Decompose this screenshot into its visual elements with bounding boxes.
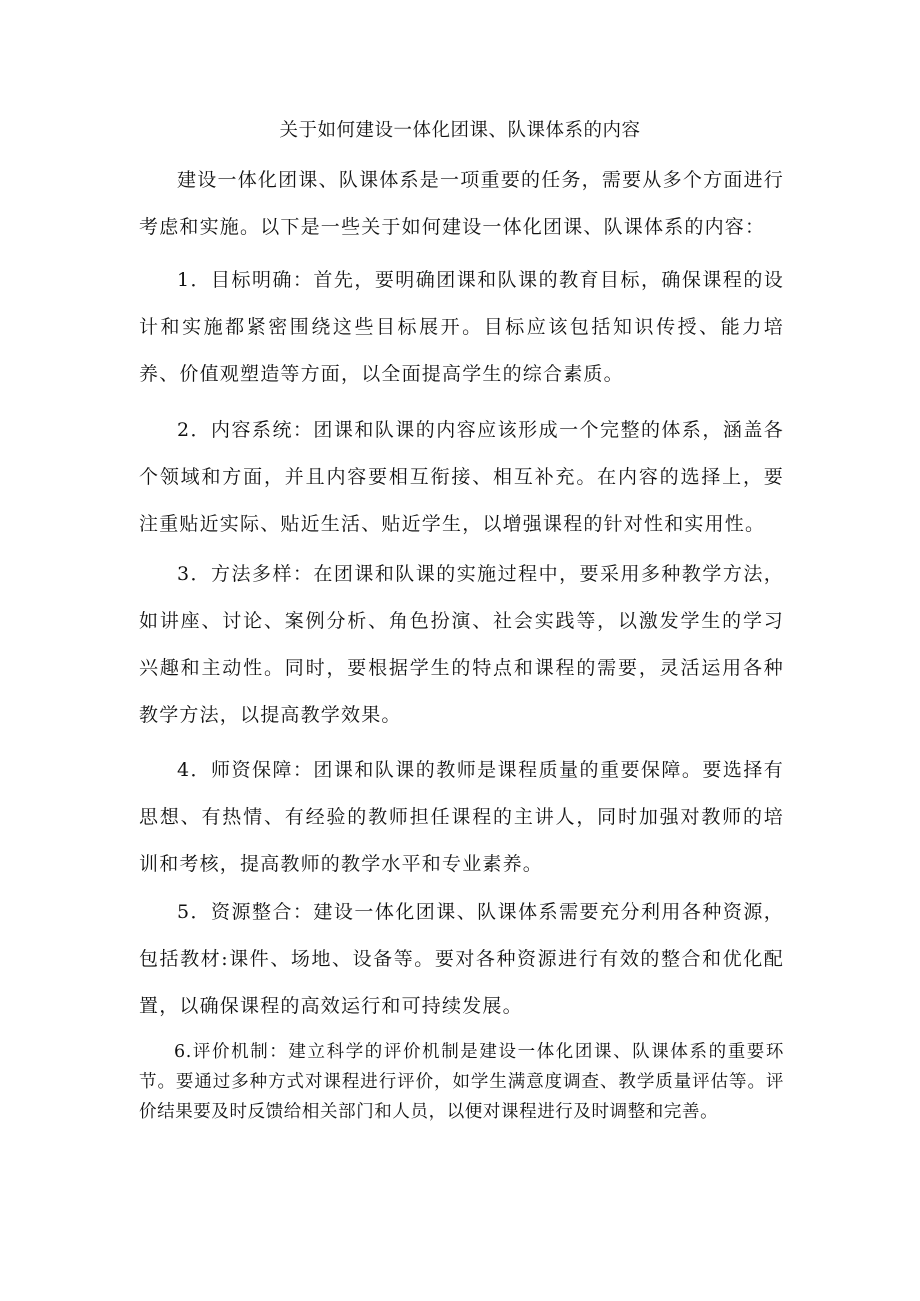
document-title: 关于如何建设一体化团课、队课体系的内容 (279, 120, 641, 141)
intro-paragraph: 建设一体化团课、队课体系是一项重要的任务，需要从多个方面进行考虑和实施。以下是一些关于如何建设一体化团课、队课体系的内容： (139, 169, 784, 238)
paragraph-methods: 3．方法多样：在团课和队课的实施过程中，要采用多种教学方法，如讲座、讨论、案例分析、角色扮演、社会实践等，以激发学生的学习兴趣和主动性。同时，要根据学生的特点和课程的需要，灵活运用各种教学方法，以提高教学效果。 (139, 563, 784, 726)
paragraph-content: 2．内容系统：团课和队课的内容应该形成一个完整的体系，涵盖各个领域和方面，并且内容要相互衔接、相互补充。在内容的选择上，要注重贴近实际、贴近生活、贴近学生，以增强课程的针对性和实用性。 (139, 419, 784, 535)
paragraph-evaluation: 6.评价机制：建立科学的评价机制是建设一体化团课、队课体系的重要环节。要通过多种方式对课程进行评价，如学生满意度调查、教学质量评估等。评价结果要及时反馈给相关部门和人员，以便对课程进行及时调整和完善。 (139, 1042, 784, 1122)
paragraph-goal: 1．目标明确：首先，要明确团课和队课的教育目标，确保课程的设计和实施都紧密围绕这些目标展开。目标应该包括知识传授、能力培养、价值观塑造等方面，以全面提高学生的综合素质。 (139, 269, 784, 385)
paragraph-teachers: 4．师资保障：团课和队课的教师是课程质量的重要保障。要选择有思想、有热情、有经验的教师担任课程的主讲人，同时加强对教师的培训和考核，提高教师的教学水平和专业素养。 (139, 759, 784, 875)
paragraph-resources: 5．资源整合：建设一体化团课、队课体系需要充分利用各种资源，包括教材:课件、场地、设备等。要对各种资源进行有效的整合和优化配置，以确保课程的高效运行和可持续发展。 (139, 901, 784, 1017)
